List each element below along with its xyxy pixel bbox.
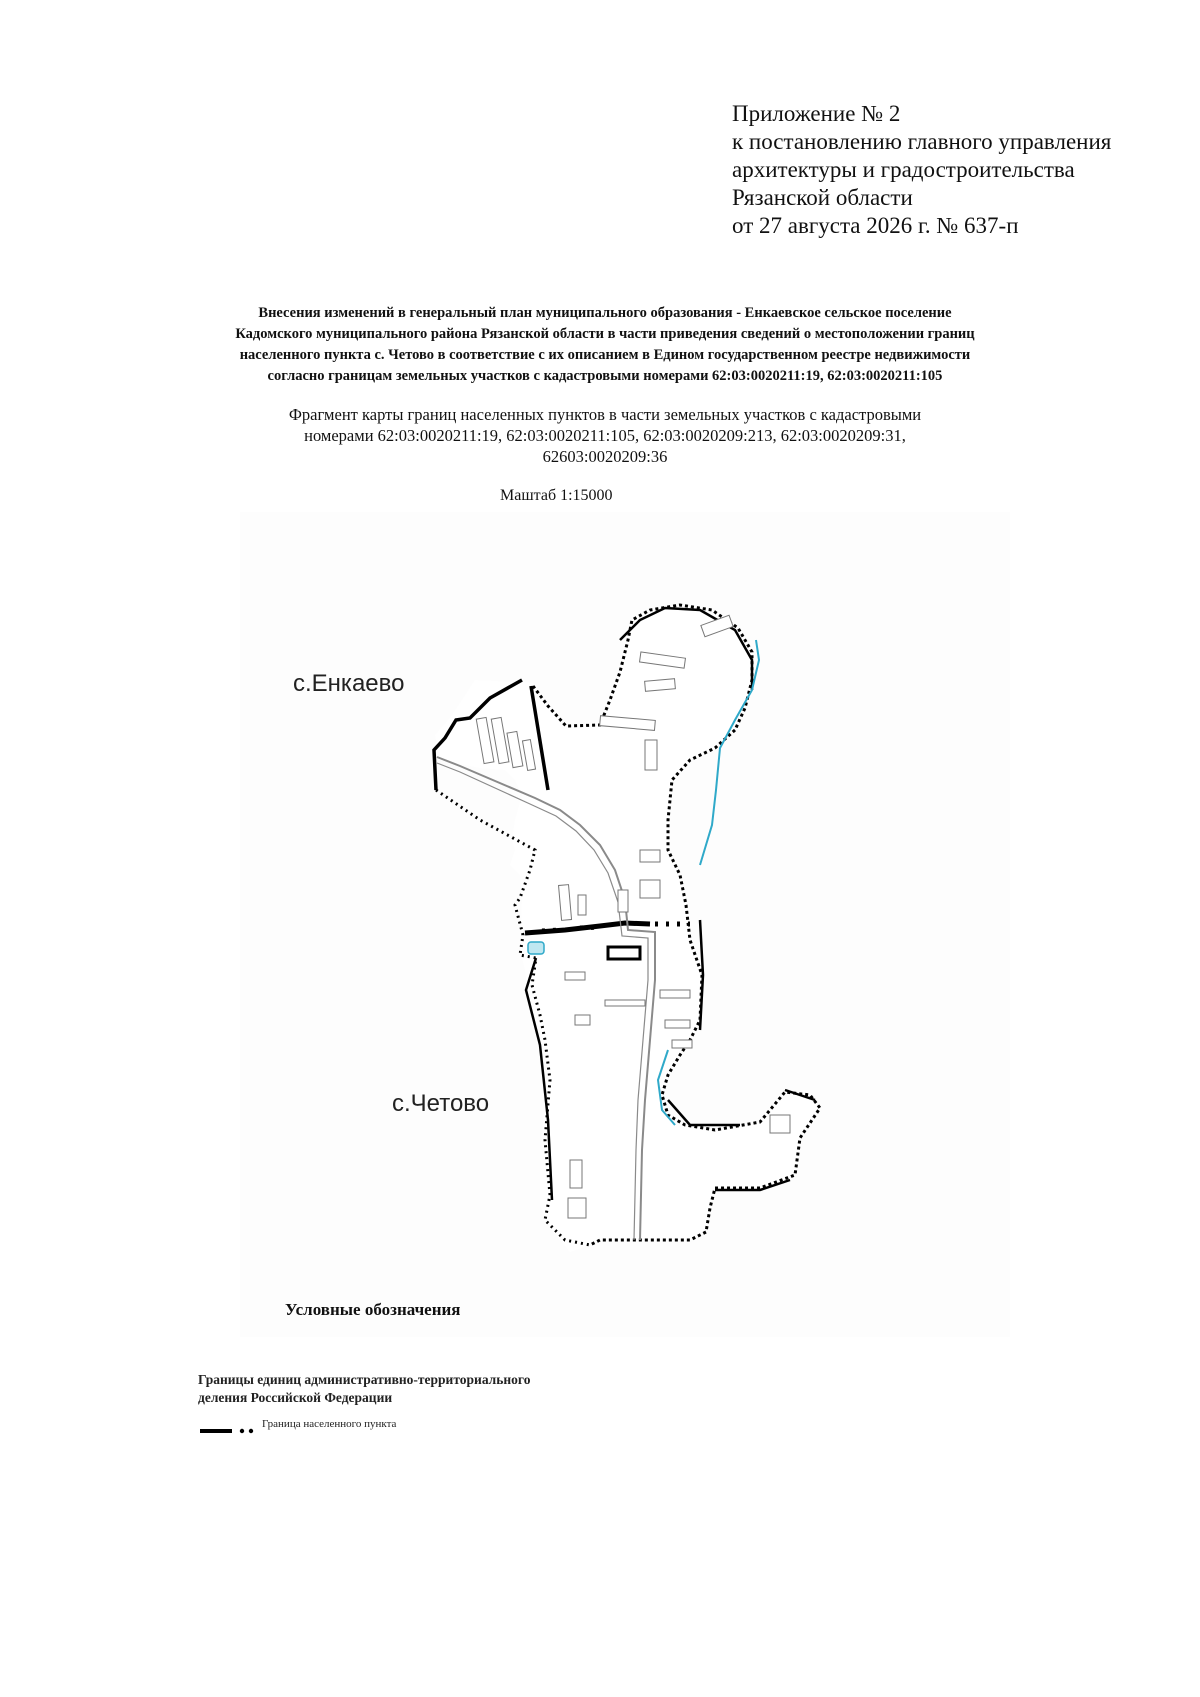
appendix-line: Рязанской области: [732, 185, 913, 210]
appendix-line: Приложение № 2: [732, 101, 901, 126]
title-line: Внесения изменений в генеральный план муниципального образования - Енкаевское сельское поселение: [258, 305, 952, 321]
caption-line: 62603:0020209:36: [542, 447, 668, 466]
legend-section-line: Границы единиц административно-территориального: [198, 1372, 531, 1387]
legend-section-title: [198, 1371, 638, 1407]
title-line: населенного пункта с. Четово в соответствие с их описанием в Едином государственном реестре недвижимости: [239, 347, 971, 363]
label-chetovo: с.Четово: [392, 1090, 490, 1117]
appendix-line: к постановлению главного управления: [732, 129, 1112, 154]
label-enkaevo: с.Енкаево: [293, 670, 405, 697]
pond: [528, 942, 544, 954]
appendix-line: от 27 августа 2026 г. № 637-п: [732, 213, 1019, 238]
legend-title: Условные обозначения: [285, 1300, 461, 1319]
caption-line: Фрагмент карты границ населенных пунктов в части земельных участков с кадастровыми: [288, 405, 922, 424]
title-line: Кадомского муниципального района Рязанской области в части приведения сведений о местоположении границ: [235, 326, 975, 342]
legend-item-label: Граница населенного пункта: [262, 1418, 397, 1430]
map-scale: Маштаб 1:15000: [500, 487, 613, 504]
legend-item: [198, 1416, 498, 1436]
caption-line: номерами 62:03:0020211:19, 62:03:0020211:105, 62:03:0020209:213, 62:03:0020209:31,: [304, 426, 906, 445]
title-line: согласно границам земельных участков с кадастровыми номерами 62:03:0020211:19, 62:03:0020211:105: [267, 368, 943, 384]
appendix-line: архитектуры и градостроительства: [732, 157, 1075, 182]
legend-section-line: деления Российской Федерации: [198, 1390, 393, 1405]
